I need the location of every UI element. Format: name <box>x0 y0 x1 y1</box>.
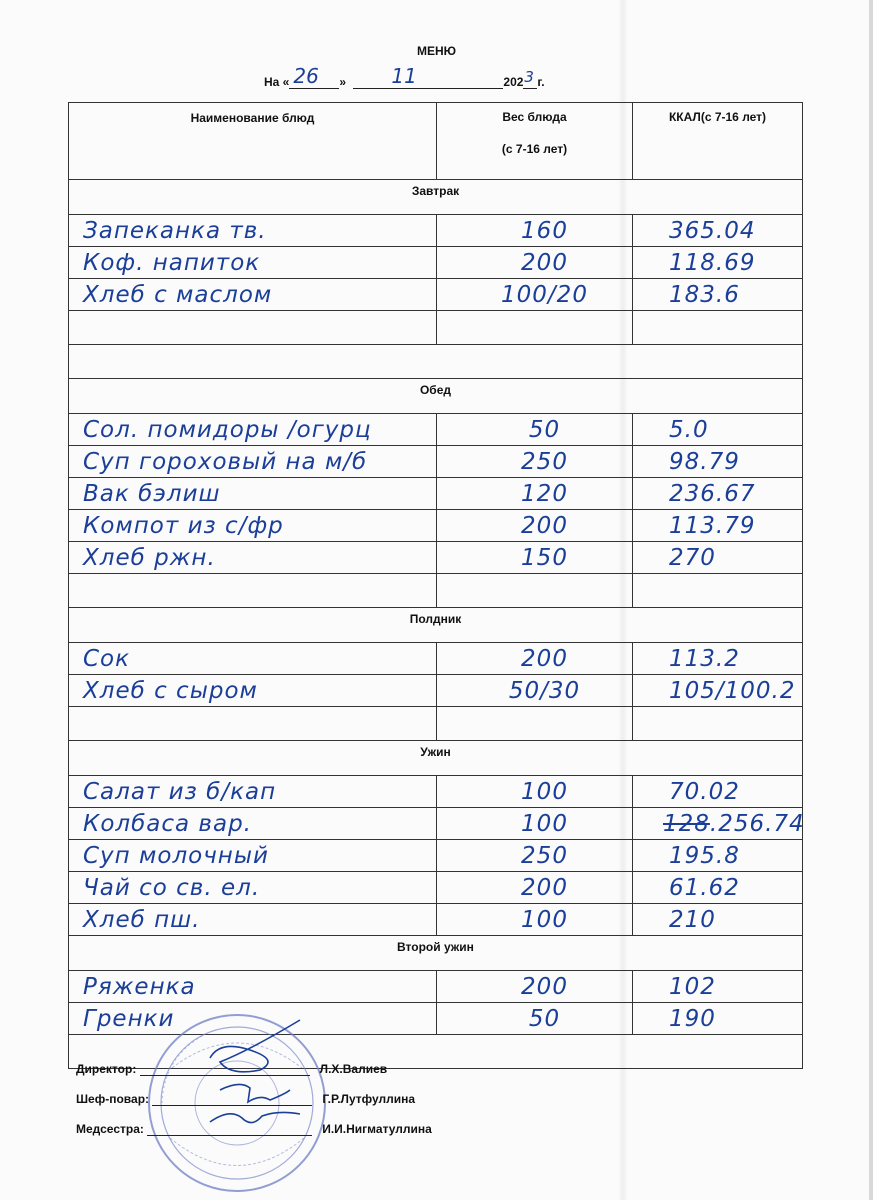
date-day-handwritten: 26 <box>293 64 319 88</box>
dish-kcal-crossed-out: 128 <box>663 810 710 837</box>
section-label: Завтрак <box>69 180 803 215</box>
date-close-quote: » <box>339 75 347 89</box>
dish-weight: 200 <box>521 874 568 901</box>
director-name: Л.Х.Валиев <box>319 1062 388 1076</box>
date-year-digit-handwritten: 3 <box>524 68 534 86</box>
dish-kcal: 98.79 <box>669 448 740 475</box>
dish-name: Ряженка <box>83 973 196 1000</box>
section-label: Ужин <box>69 741 803 776</box>
dish-kcal <box>633 810 805 837</box>
dish-kcal: 102 <box>669 973 716 1000</box>
dish-weight: 120 <box>521 480 568 507</box>
dish-kcal: 270 <box>669 544 716 571</box>
table-row <box>69 247 803 279</box>
date-month-handwritten: 11 <box>391 64 417 88</box>
dish-name: Суп гороховый на м/б <box>83 448 368 475</box>
date-day-field <box>289 64 339 89</box>
date-year-prefix: 202 <box>503 75 524 89</box>
dish-weight: 250 <box>521 448 568 475</box>
dish-kcal: 5.0 <box>669 416 709 443</box>
table-row <box>69 840 803 872</box>
dish-name: Хлеб пш. <box>83 906 201 933</box>
date-suffix: г. <box>537 75 545 89</box>
table-row-empty <box>69 311 803 345</box>
scan-edge <box>869 0 873 1200</box>
menu-table <box>68 102 803 1069</box>
dish-kcal: 113.79 <box>669 512 756 539</box>
dish-weight: 250 <box>521 842 568 869</box>
dish-kcal: 365.04 <box>669 217 756 244</box>
table-row <box>69 414 803 446</box>
dish-weight: 50 <box>528 416 561 443</box>
table-row <box>69 279 803 311</box>
header-kcal: ККАЛ(с 7-16 лет) <box>633 103 803 180</box>
table-row <box>69 872 803 904</box>
table-row <box>69 510 803 542</box>
table-row <box>69 478 803 510</box>
chef-name: Г.Р.Лутфуллина <box>322 1092 416 1106</box>
header-dish: Наименование блюд <box>69 103 437 180</box>
director-role: Директор: <box>76 1062 137 1076</box>
section-label: Обед <box>69 379 803 414</box>
handwritten-signatures <box>190 1010 330 1150</box>
dish-name: Хлеб с сыром <box>83 677 258 704</box>
dish-weight: 50 <box>528 1005 561 1032</box>
dish-name: Суп молочный <box>83 842 269 869</box>
dish-name: Вак бэлиш <box>83 480 221 507</box>
table-row <box>69 542 803 574</box>
section-breakfast <box>69 180 803 215</box>
section-label: Второй ужин <box>69 936 803 971</box>
dish-name: Запеканка тв. <box>83 217 267 244</box>
section-dinner <box>69 741 803 776</box>
chef-role: Шеф-повар: <box>76 1092 150 1106</box>
dish-kcal: 190 <box>669 1005 716 1032</box>
dish-name: Сол. помидоры /огурц <box>83 416 372 443</box>
dish-weight: 100 <box>521 810 568 837</box>
nurse-name: И.И.Нигматуллина <box>322 1122 432 1136</box>
page-title: МЕНЮ <box>416 44 457 58</box>
header-weight <box>437 103 633 180</box>
table-row <box>69 808 803 840</box>
dish-name: Салат из б/кап <box>83 778 277 805</box>
table-row <box>69 446 803 478</box>
dish-weight: 200 <box>521 512 568 539</box>
dish-kcal: 195.8 <box>669 842 740 869</box>
header-weight-age: (с 7-16 лет) <box>501 142 568 156</box>
dish-weight: 160 <box>521 217 568 244</box>
dish-kcal: 210 <box>669 906 716 933</box>
dish-weight: 100 <box>521 906 568 933</box>
dish-weight: 50/30 <box>508 677 581 704</box>
header-weight-label: Вес блюда <box>502 110 567 124</box>
date-year-field <box>523 68 537 89</box>
dish-name: Чай со св. ел. <box>83 874 261 901</box>
table-row <box>69 643 803 675</box>
section-lunch <box>69 379 803 414</box>
dish-kcal: 118.69 <box>669 249 756 276</box>
section-second-dinner <box>69 936 803 971</box>
date-month-field <box>353 64 503 89</box>
dish-weight: 150 <box>521 544 568 571</box>
date-prefix: На « <box>264 75 290 89</box>
table-row-empty <box>69 574 803 608</box>
table-header-row <box>69 103 803 180</box>
dish-kcal: 61.62 <box>669 874 740 901</box>
table-row-empty <box>69 345 803 379</box>
dish-weight: 100/20 <box>501 281 588 308</box>
dish-weight: 200 <box>521 645 568 672</box>
dish-name: Хлеб с маслом <box>83 281 273 308</box>
nurse-role: Медсестра: <box>76 1122 144 1136</box>
dish-weight: 100 <box>521 778 568 805</box>
dish-kcal: 105/100.2 <box>669 677 796 704</box>
table-row-empty <box>69 707 803 741</box>
dish-name: Колбаса вар. <box>83 810 252 837</box>
dish-weight: 200 <box>521 973 568 1000</box>
date-line <box>264 64 545 89</box>
dish-kcal: 113.2 <box>669 645 740 672</box>
dish-kcal: 236.67 <box>669 480 756 507</box>
dish-kcal-corrected: .256.74 <box>709 810 805 837</box>
dish-name: Коф. напиток <box>83 249 261 276</box>
table-row <box>69 971 803 1003</box>
table-row <box>69 215 803 247</box>
dish-name: Гренки <box>83 1005 175 1032</box>
table-row <box>69 675 803 707</box>
table-row <box>69 904 803 936</box>
dish-kcal: 70.02 <box>669 778 740 805</box>
dish-kcal: 183.6 <box>669 281 740 308</box>
section-snack <box>69 608 803 643</box>
dish-weight: 200 <box>521 249 568 276</box>
dish-name: Компот из с/фр <box>83 512 284 539</box>
section-label: Полдник <box>69 608 803 643</box>
dish-name: Хлеб ржн. <box>83 544 216 571</box>
dish-name: Сок <box>83 645 131 672</box>
table-row <box>69 776 803 808</box>
